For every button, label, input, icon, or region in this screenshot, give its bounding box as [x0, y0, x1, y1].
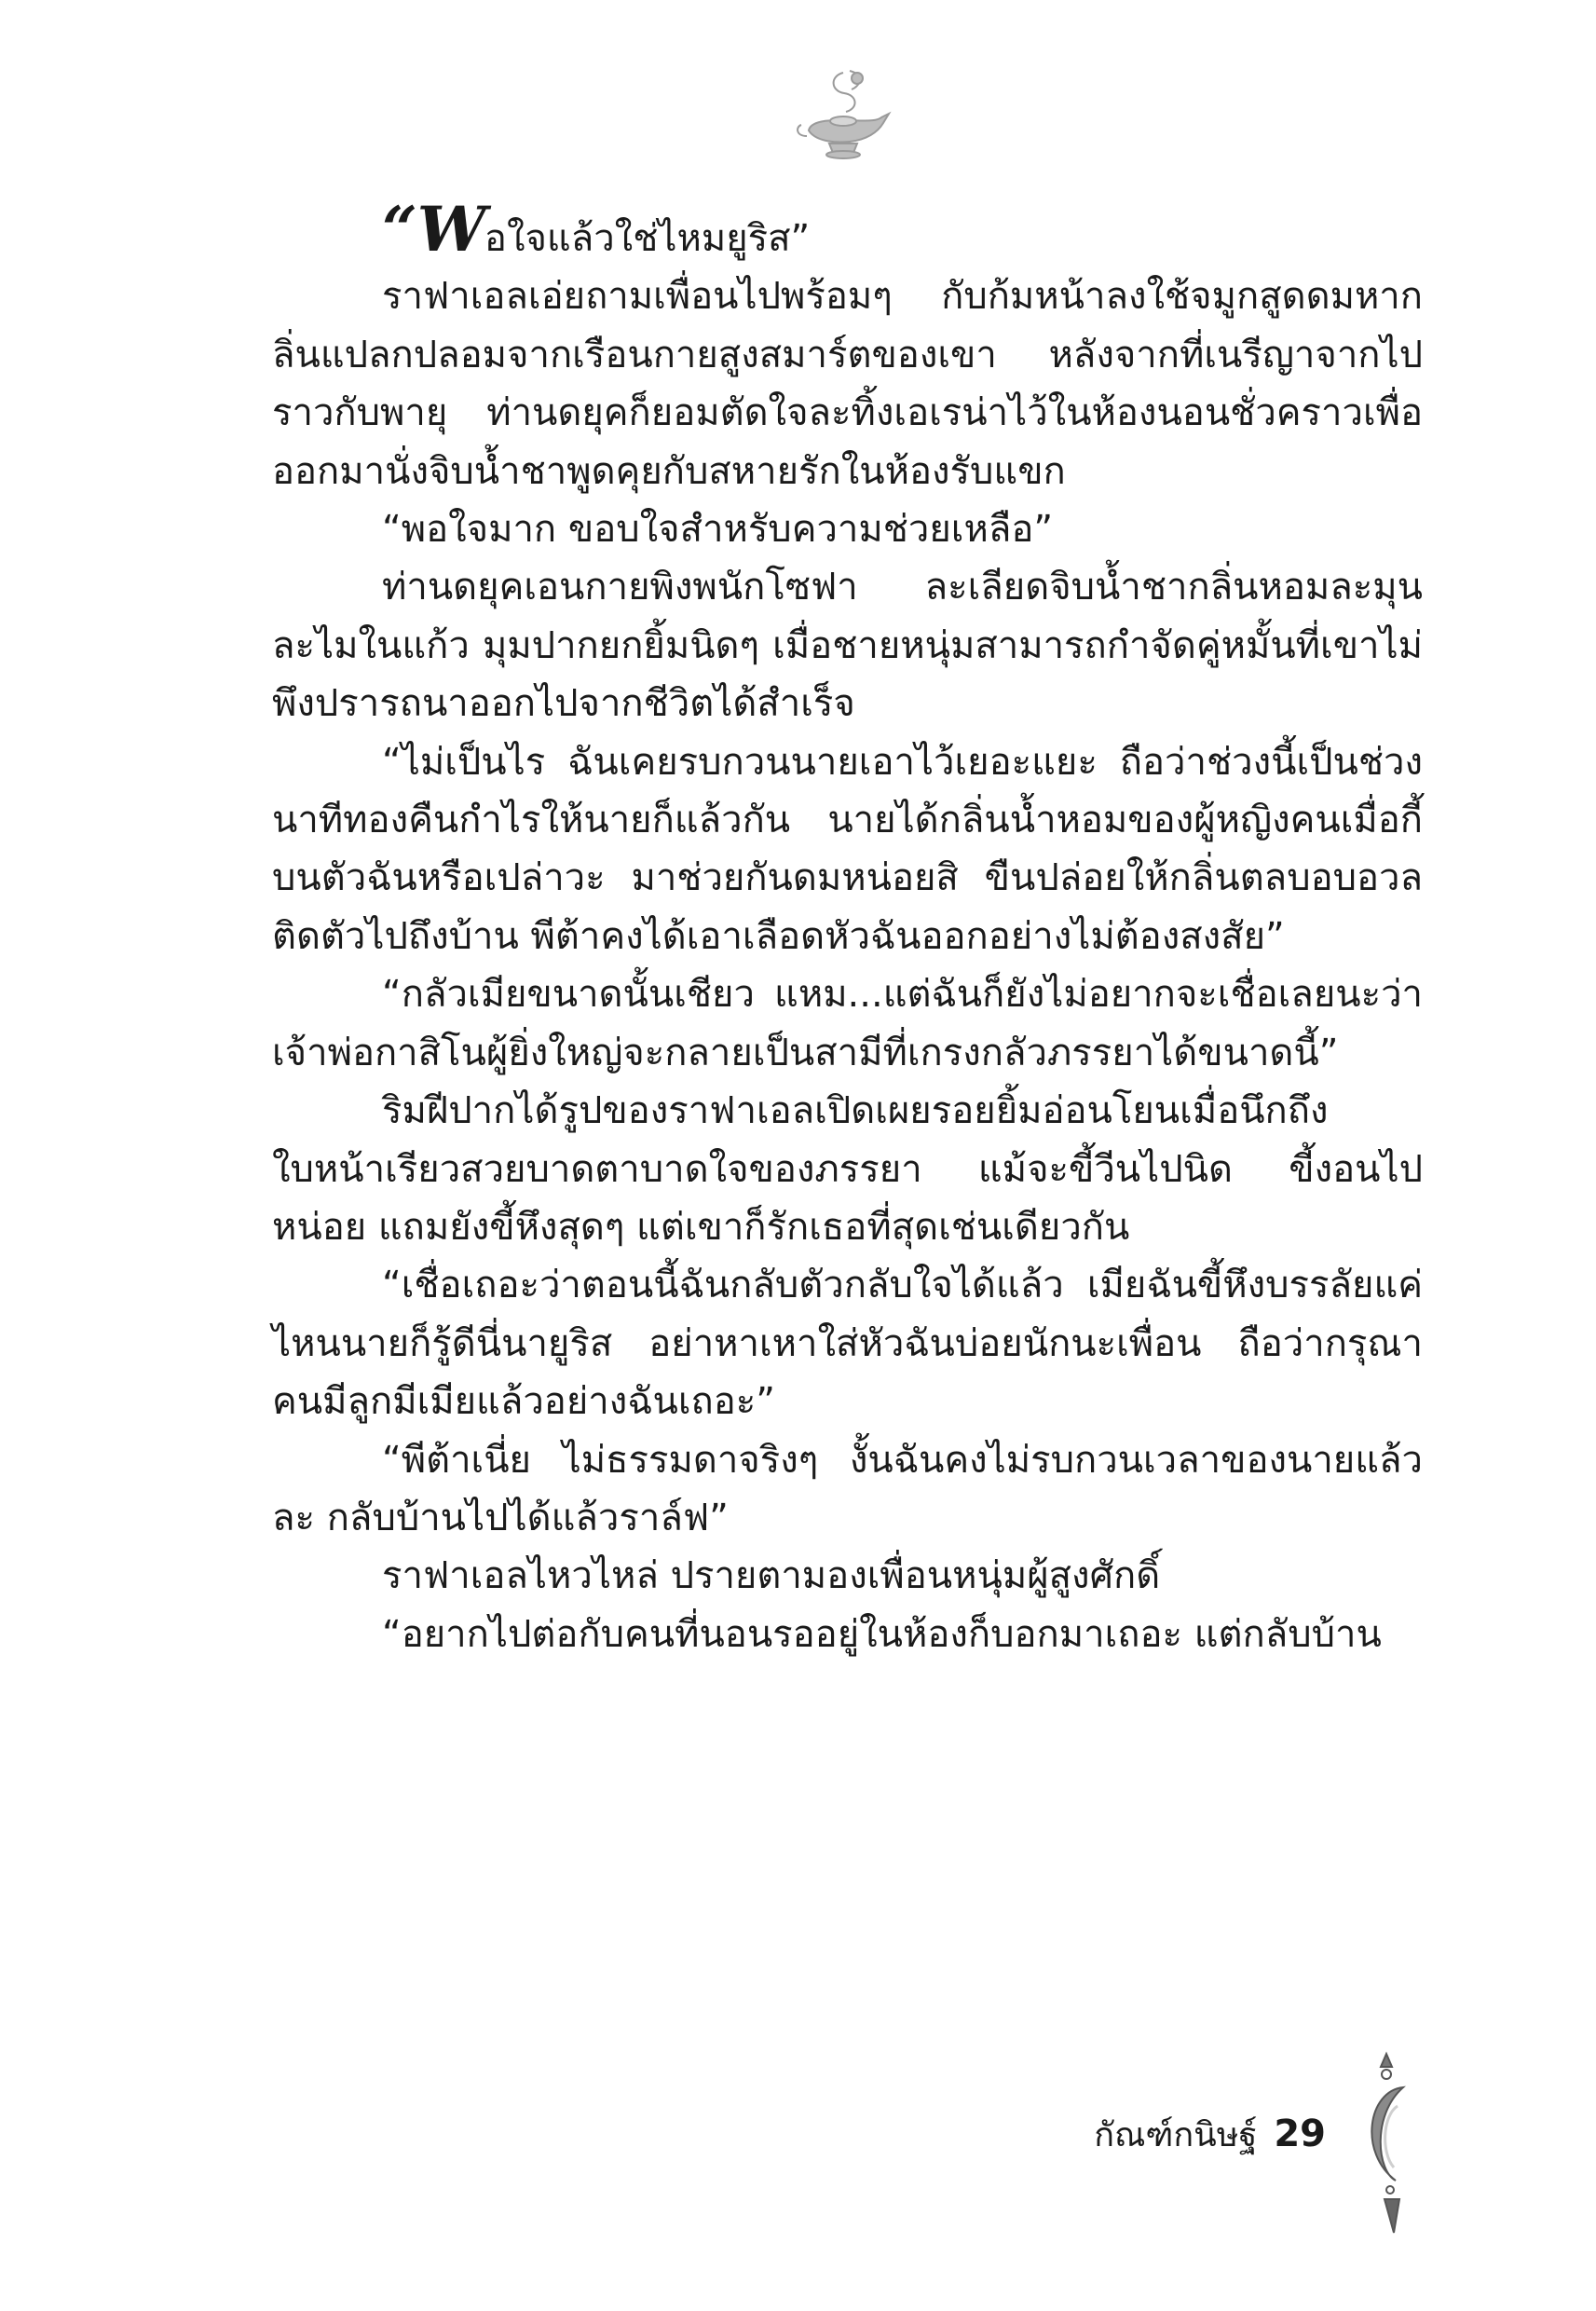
drop-cap: “W [382, 193, 484, 266]
paragraph: “อยากไปต่อกับคนที่นอนรออยู่ในห้องก็บอกมาเถอะ แต่กลับบ้าน [382, 1612, 1382, 1656]
paragraph: ราฟาเอลไหวไหล่ ปรายตามองเพื่อนหนุ่มผู้สูงศักดิ์ [382, 1554, 1161, 1598]
genie-lamp-icon [792, 65, 894, 168]
paragraph: “กลัวเมียขนาดนั้นเชียว แหม...แต่ฉันก็ยังไม่อยากจะเชื่อเลยนะว่าเจ้าพ่อกาสิโนผู้ยิ่งใหญ่จะกลายเป็นสามีที่เกรงกลัวภรรยาได้ขนาดนี้” [272, 973, 1423, 1074]
paragraph: ริมฝีปากได้รูปของราฟาเอลเปิดเผยรอยยิ้มอ่อนโยนเมื่อนึกถึงใบหน้าเรียวสวยบาดตาบาดใจของภรรยา แม้จะขี้วีนไปนิด ขี้งอนไปหน่อย แถมยังขี้หึงสุดๆ แต่เขาก็รักเธอที่สุดเช่นเดียวกัน [272, 1089, 1423, 1249]
book-title: กัณฑ์กนิษฐ์ [1094, 2116, 1258, 2154]
paragraph: “พีต้าเนี่ย ไม่ธรรมดาจริงๆ งั้นฉันคงไม่รบกวนเวลาของนายแล้วละ กลับบ้านไปได้แล้วราล์ฟ” [272, 1438, 1423, 1539]
paragraph: “พอใจมาก ขอบใจสำหรับความช่วยเหลือ” [382, 508, 1054, 552]
paragraph-opening [272, 193, 1423, 267]
body-text [272, 193, 1423, 1663]
paragraph: ราฟาเอลเอ่ยถามเพื่อนไปพร้อมๆ กับก้มหน้าลงใช้จมูกสูดดมหากลิ่นแปลกปลอมจากเรือนกายสูงสมาร์ตของเขา หลังจากที่เนรีญาจากไปราวกับพายุ ท่านดยุคก็ยอมตัดใจละทิ้งเอเรน่าไว้ในห้องนอนชั่วคราวเพื่อออกมานั่งจิบน้ำชาพูดคุยกับสหายรักในห้องรับแขก [272, 275, 1423, 493]
paragraph: “ไม่เป็นไร ฉันเคยรบกวนนายเอาไว้เยอะแยะ ถือว่าช่วงนี้เป็นช่วงนาทีทองคืนกำไรให้นายก็แล้วกัน นายได้กลิ่นน้ำหอมของผู้หญิงคนเมื่อกี้บนตัวฉันหรือเปล่าวะ มาช่วยกันดมหน่อยสิ ขืนปล่อยให้กลิ่นตลบอบอวลติดตัวไปถึงบ้าน พีต้าคงได้เอาเลือดหัวฉันออกอย่างไม่ต้องสงสัย” [272, 740, 1423, 958]
page-number: 29 [1274, 2113, 1326, 2155]
paragraph: “เชื่อเถอะว่าตอนนี้ฉันกลับตัวกลับใจได้แล้ว เมียฉันขี้หึงบรรลัยแค่ไหนนายก็รู้ดีนี่นายูริส อย่าหาเหาใส่หัวฉันบ่อยนักนะเพื่อน ถือว่ากรุณาคนมีลูกมีเมียแล้วอย่างฉันเถอะ” [272, 1264, 1423, 1424]
paragraph: ท่านดยุคเอนกายพิงพนักโซฟา ละเลียดจิบน้ำชากลิ่นหอมละมุนละไมในแก้ว มุมปากยกยิ้มนิดๆ เมื่อชายหนุ่มสามารถกำจัดคู่หมั้นที่เขาไม่พึงปรารถนาออกไปจากชีวิตได้สำเร็จ [272, 566, 1423, 726]
opening-line: อใจแล้วใช่ไหมยูริส” [484, 217, 811, 260]
page-footer [1094, 2108, 1326, 2161]
crescent-moon-pendant-icon [1349, 2050, 1424, 2264]
